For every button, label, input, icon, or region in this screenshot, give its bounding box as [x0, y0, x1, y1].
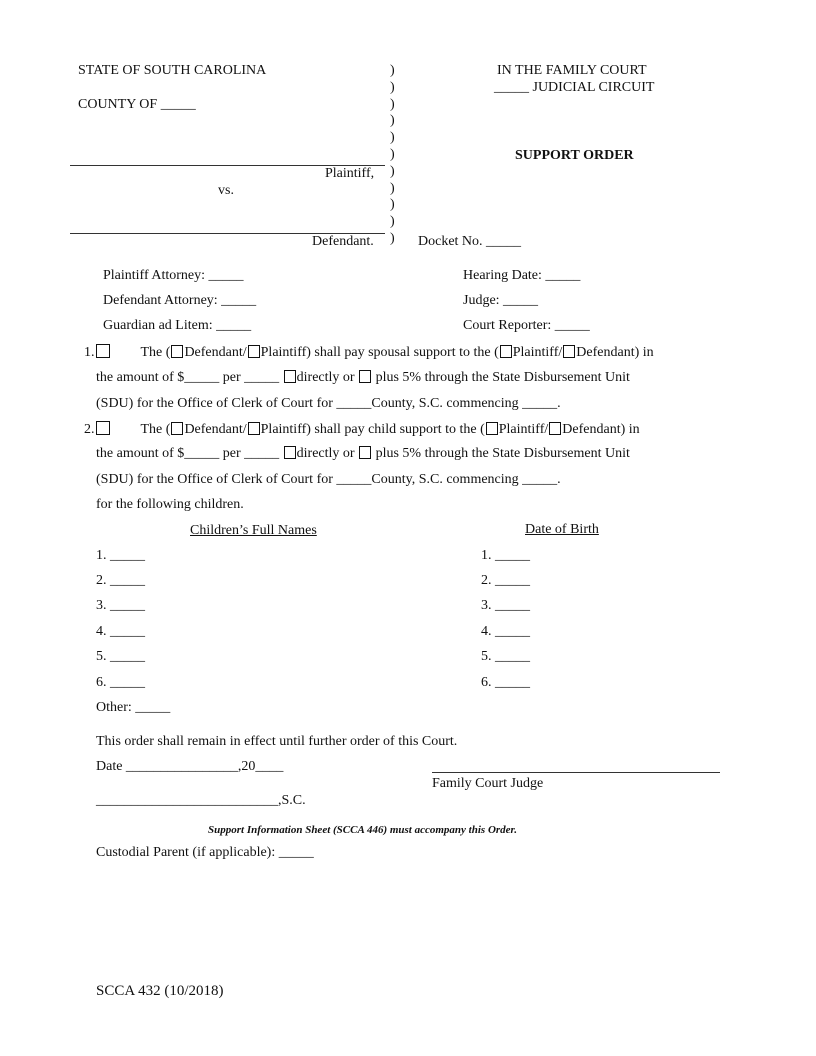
vs-label: vs.	[218, 183, 234, 198]
item1-line1: 1. The ( Defendant/ Plaintiff) shall pay spousal support to the ( Plaintiff/ Defendant) in	[84, 345, 654, 360]
plaintiff-label: Plaintiff,	[325, 166, 375, 181]
docket-field[interactable]: Docket No. _____	[418, 234, 522, 249]
judge-field[interactable]: Judge: _____	[463, 293, 539, 308]
item2-directly-checkbox[interactable]	[284, 446, 296, 459]
defendant-label: Defendant.	[312, 234, 374, 249]
item1-line2: the amount of $_____ per _____ directly or plus 5% through the State Disbursement Unit	[96, 370, 630, 385]
child-dob-field[interactable]: 1. _____	[481, 548, 530, 563]
child-name-field[interactable]: 4. _____	[96, 624, 145, 639]
judge-signature-label: Family Court Judge	[432, 776, 544, 791]
form-id: SCCA 432 (10/2018)	[96, 983, 224, 999]
child-dob-field[interactable]: 3. _____	[481, 598, 530, 613]
children-intro: for the following children.	[96, 497, 244, 512]
dob-header: Date of Birth	[525, 522, 599, 537]
item2-number: 2.	[84, 422, 95, 437]
location-field[interactable]: __________________________,S.C.	[96, 793, 306, 808]
caption-parentheses: ) ) ) ) ) ) ) ) ) ) )	[390, 63, 395, 246]
item1-checkbox[interactable]	[96, 344, 110, 358]
other-field[interactable]: Other: _____	[96, 700, 171, 715]
state-heading: STATE OF SOUTH CAROLINA	[78, 63, 267, 78]
item2-line2: the amount of $_____ per _____ directly or plus 5% through the State Disbursement Unit	[96, 446, 630, 461]
item2-amount-field[interactable]: the amount of $_____ per _____	[96, 446, 280, 461]
effect-statement: This order shall remain in effect until further order of this Court.	[96, 734, 458, 749]
plaintiff-attorney-field[interactable]: Plaintiff Attorney: _____	[103, 268, 244, 283]
child-name-field[interactable]: 6. _____	[96, 675, 145, 690]
item2-line1: 2. The ( Defendant/ Plaintiff) shall pay child support to the ( Plaintiff/ Defendant) in	[84, 422, 640, 437]
item1-sdu-line[interactable]: (SDU) for the Office of Clerk of Court for _____County, S.C. commencing _____.	[96, 396, 561, 411]
defendant-attorney-field[interactable]: Defendant Attorney: _____	[103, 293, 257, 308]
item1-payer-defendant-checkbox[interactable]	[171, 345, 183, 358]
guardian-field[interactable]: Guardian ad Litem: _____	[103, 318, 252, 333]
custodial-parent-field[interactable]: Custodial Parent (if applicable): _____	[96, 845, 314, 860]
hearing-date-field[interactable]: Hearing Date: _____	[463, 268, 581, 283]
page-title: SUPPORT ORDER	[515, 148, 634, 163]
item2-payer-defendant-checkbox[interactable]	[171, 422, 183, 435]
item2-payee-plaintiff-checkbox[interactable]	[486, 422, 498, 435]
child-name-field[interactable]: 3. _____	[96, 598, 145, 613]
item1-payee-defendant-checkbox[interactable]	[563, 345, 575, 358]
judge-signature-line[interactable]	[432, 772, 720, 773]
child-dob-field[interactable]: 5. _____	[481, 649, 530, 664]
item1-number: 1.	[84, 345, 95, 360]
item1-payer-plaintiff-checkbox[interactable]	[248, 345, 260, 358]
item1-directly-checkbox[interactable]	[284, 370, 296, 383]
child-dob-field[interactable]: 2. _____	[481, 573, 530, 588]
child-dob-field[interactable]: 6. _____	[481, 675, 530, 690]
item2-checkbox[interactable]	[96, 421, 110, 435]
county-field[interactable]: COUNTY OF _____	[78, 97, 196, 112]
court-reporter-field[interactable]: Court Reporter: _____	[463, 318, 590, 333]
child-name-field[interactable]: 1. _____	[96, 548, 145, 563]
date-field[interactable]: Date ________________,20____	[96, 759, 284, 774]
item2-payer-plaintiff-checkbox[interactable]	[248, 422, 260, 435]
child-name-field[interactable]: 5. _____	[96, 649, 145, 664]
notice-text: Support Information Sheet (SCCA 446) must accompany this Order.	[208, 824, 517, 836]
court-heading: IN THE FAMILY COURT	[497, 63, 647, 78]
child-name-field[interactable]: 2. _____	[96, 573, 145, 588]
item2-payee-defendant-checkbox[interactable]	[549, 422, 561, 435]
children-names-header: Children’s Full Names	[190, 523, 317, 538]
item1-amount-field[interactable]: the amount of $_____ per _____	[96, 370, 280, 385]
circuit-field[interactable]: _____ JUDICIAL CIRCUIT	[494, 80, 655, 95]
item1-payee-plaintiff-checkbox[interactable]	[500, 345, 512, 358]
item2-sdu-line[interactable]: (SDU) for the Office of Clerk of Court for _____County, S.C. commencing _____.	[96, 472, 561, 487]
item2-sdu-checkbox[interactable]	[359, 446, 371, 459]
child-dob-field[interactable]: 4. _____	[481, 624, 530, 639]
item1-sdu-checkbox[interactable]	[359, 370, 371, 383]
